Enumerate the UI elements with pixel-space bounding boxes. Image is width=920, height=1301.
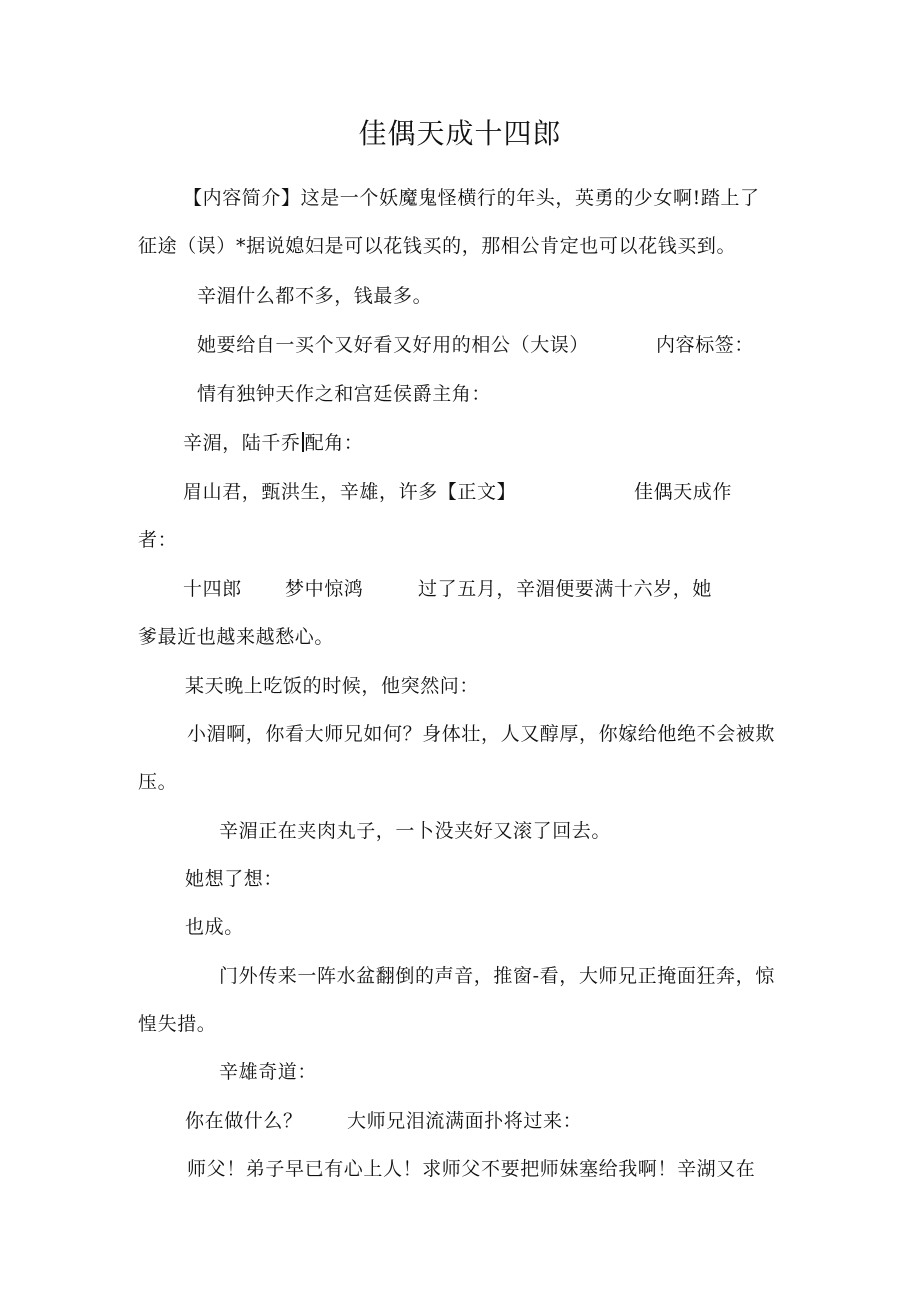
paragraph-line: 压。 — [138, 771, 178, 793]
paragraph-line: 小湄啊，你看大师兄如何？身体壮，人又醇厚，你嫁给他绝不会被欺 — [187, 723, 776, 745]
content-tags-label: 内容标签： — [656, 334, 755, 356]
paragraph-line: 惶失措。 — [138, 1013, 217, 1035]
paragraph-line: 门外传来一阵水盆翻倒的声音，推窗-看，大师兄正掩面狂奔，惊 — [219, 965, 775, 987]
main-characters-line — [183, 430, 363, 456]
paragraph-line: 眉山君，甄洪生，辛雄，许多【正文】 — [183, 481, 517, 503]
paragraph-line: 者： — [138, 529, 178, 551]
paragraph-line: 过了五月，辛湄便要满十六岁，她 — [418, 578, 713, 600]
paragraph-line: 爹最近也越来越愁心。 — [138, 626, 335, 648]
author-label: 佳偶天成作 — [634, 481, 733, 503]
paragraph-line: 你在做什么？ — [185, 1110, 303, 1132]
paragraph-line: 情有独钟天作之和宫廷侯爵主角： — [197, 383, 492, 405]
supporting-label: 配角： — [304, 432, 364, 454]
chapter-title: 梦中惊鸿 — [285, 578, 364, 600]
document-title: 佳偶天成十四郎 — [358, 117, 562, 150]
paragraph-line: 某天晚上吃饭的时候，他突然问： — [185, 675, 480, 697]
paragraph-line: 征途（误）*据说媳妇是可以花钱买的，那相公肯定也可以花钱买到。 — [138, 235, 737, 257]
paragraph-line: 大师兄泪流满面扑将过来： — [347, 1110, 583, 1132]
paragraph-line: 辛雄奇道： — [219, 1061, 318, 1083]
paragraph-line: 辛湄正在夹肉丸子，一卜没夹好又滚了回去。 — [219, 820, 612, 842]
paragraph-line: 她想了想： — [185, 868, 284, 890]
paragraph-line: 【内容简介】这是一个妖魔鬼怪横行的年头，英勇的少女啊!踏上了 — [183, 187, 760, 209]
main-characters-text: 辛湄，陆千乔 — [183, 432, 301, 454]
paragraph-line: 她要给自一买个又好看又好用的相公（大误） — [197, 334, 590, 356]
author-name: 十四郎 — [183, 578, 242, 600]
text-cursor-mark — [302, 432, 304, 452]
paragraph-line: 也成。 — [185, 916, 244, 938]
paragraph-line: 辛湄什么都不多，钱最多。 — [197, 285, 433, 307]
paragraph-line: 师父！弟子早已有心上人！求师父不要把师妹塞给我啊！辛湖又在 — [187, 1158, 756, 1180]
